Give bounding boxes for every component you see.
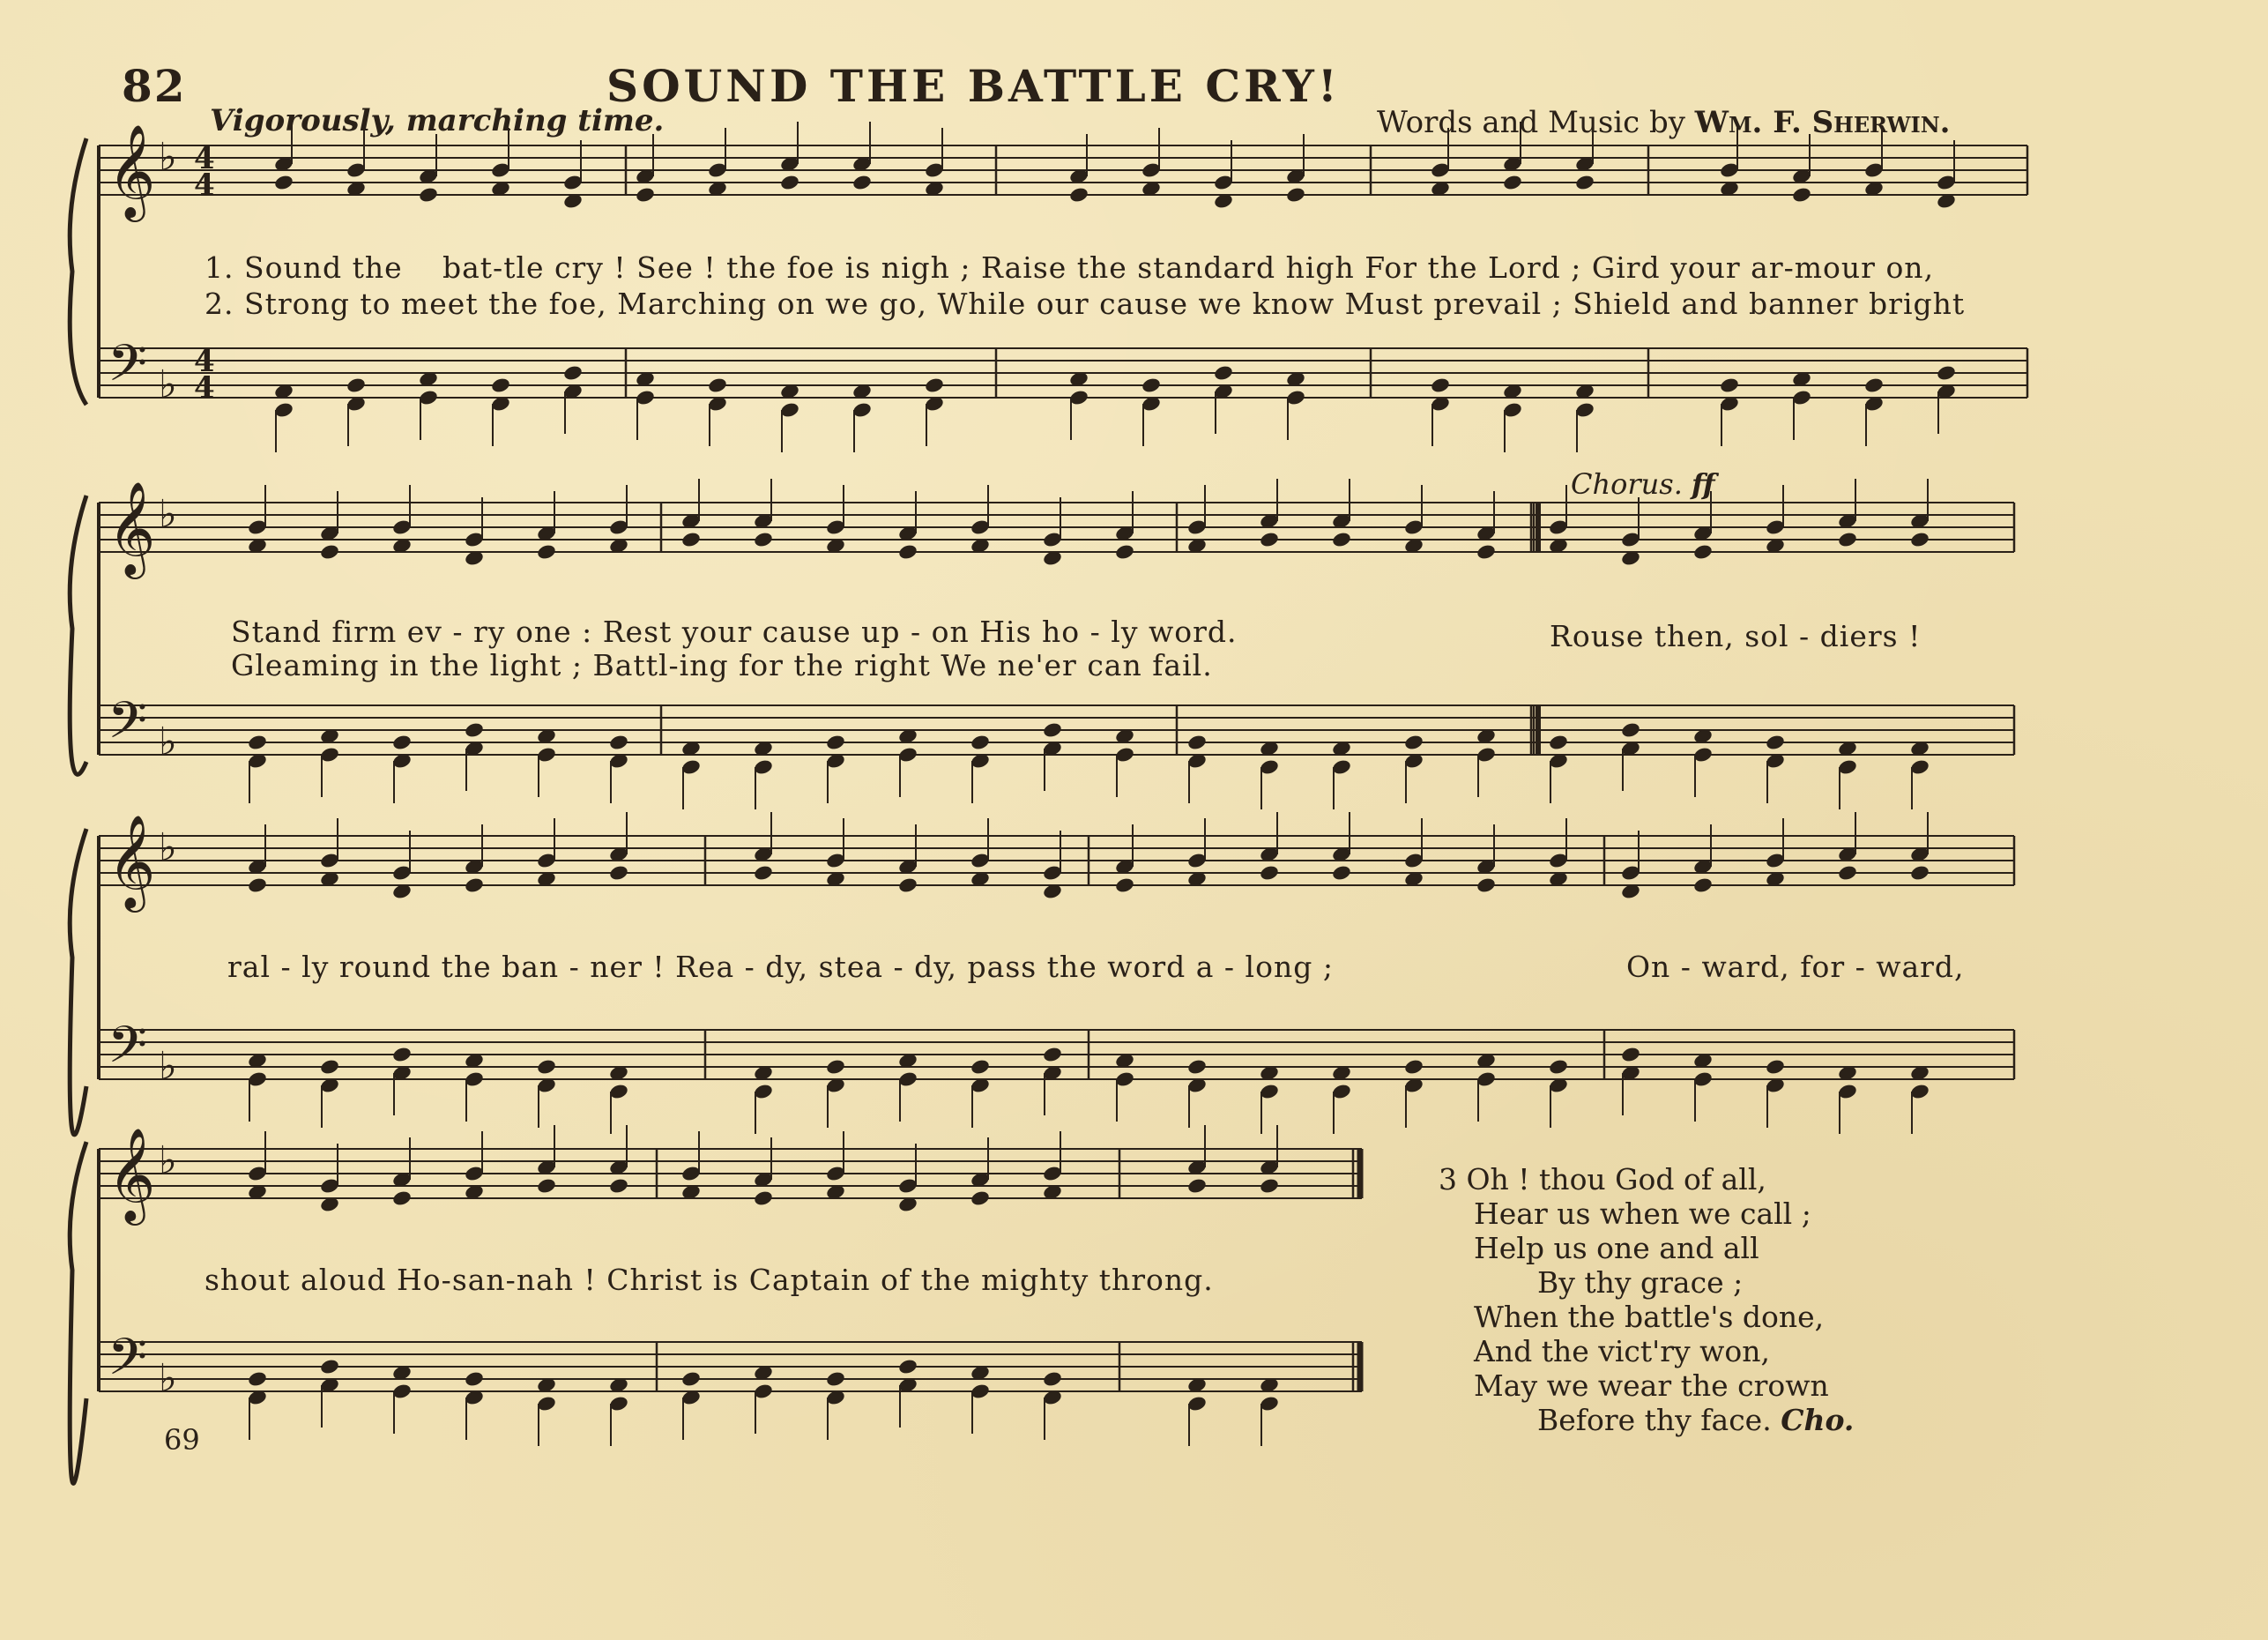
note-head <box>536 543 557 561</box>
note-head <box>1936 364 1957 382</box>
note-head <box>536 1058 557 1076</box>
note-head <box>1403 1058 1424 1076</box>
note-head <box>608 734 629 751</box>
note-head <box>608 1177 629 1195</box>
note-head <box>1909 531 1930 548</box>
note-head <box>319 1058 340 1076</box>
note-head <box>391 1046 413 1063</box>
chorus-reference: Cho. <box>1781 1403 1855 1437</box>
note-head <box>970 734 991 751</box>
note-head <box>707 376 728 394</box>
note-head <box>1620 721 1641 739</box>
note-head <box>490 376 511 394</box>
note-head <box>1692 876 1714 894</box>
treble-clef-icon: 𝄞 <box>108 814 156 908</box>
flat-icon: ♭ <box>159 362 177 407</box>
note-head <box>635 186 656 204</box>
system-brace <box>70 496 86 774</box>
note-head <box>536 1177 557 1195</box>
system-brace <box>70 829 86 1135</box>
note-head <box>1430 376 1451 394</box>
note-head <box>247 876 268 894</box>
note-head <box>825 734 846 751</box>
note-head <box>1285 186 1306 204</box>
footer-number: 69 <box>164 1423 200 1457</box>
note-head <box>1909 864 1930 882</box>
lyric-s4: shout aloud Ho-san-nah ! Christ is Captain of the mighty throng. <box>204 1263 1214 1297</box>
note-head <box>1548 1058 1569 1076</box>
note-head <box>319 1358 340 1375</box>
flat-icon: ♭ <box>159 135 177 180</box>
note-head <box>247 1370 268 1388</box>
note-head <box>1331 531 1352 548</box>
system-brace <box>70 138 86 405</box>
bass-clef-icon: 𝄢 <box>108 333 148 406</box>
note-head <box>1574 174 1595 191</box>
note-head <box>897 876 918 894</box>
chorus-label: Chorus. <box>1571 467 1683 501</box>
note-head <box>1502 174 1523 191</box>
note-head <box>924 376 945 394</box>
note-head <box>273 174 294 191</box>
note-head <box>319 543 340 561</box>
note-head <box>1863 376 1885 394</box>
note-head <box>1186 1058 1208 1076</box>
verse3-line-8: Before thy face. Cho. <box>1537 1403 1855 1437</box>
note-head <box>897 1358 918 1375</box>
verse3-line-4: By thy grace ; <box>1537 1265 1744 1300</box>
treble-clef-icon: 𝄞 <box>108 1127 156 1221</box>
note-head <box>1259 1177 1280 1195</box>
note-head <box>825 1058 846 1076</box>
note-head <box>1042 1046 1063 1063</box>
dynamic-ff: ff <box>1692 467 1715 501</box>
note-head <box>825 1370 846 1388</box>
verse3-number: 3 <box>1439 1162 1457 1196</box>
note-head <box>1259 531 1280 548</box>
credit-author: Wm. F. Sherwin. <box>1694 105 1951 140</box>
note-head <box>391 734 413 751</box>
note-head <box>1042 1370 1063 1388</box>
flat-icon: ♭ <box>159 1044 177 1089</box>
lyric-s2-v1-a: Stand firm ev - ry one : Rest your cause up - on His ho - ly word. <box>231 615 1238 649</box>
treble-clef-icon: 𝄞 <box>108 481 156 575</box>
note-head <box>1186 734 1208 751</box>
lyric-s3-b: On - ward, for - ward, <box>1626 950 1965 984</box>
flat-icon: ♭ <box>159 1138 177 1183</box>
time-signature-icon: 4 <box>194 344 215 379</box>
lyric-s2-v2: Gleaming in the light ; Battl-ing for the right We ne'er can fail. <box>231 648 1213 682</box>
note-head <box>1620 1046 1641 1063</box>
note-head <box>753 864 774 882</box>
note-head <box>897 543 918 561</box>
verse3-line-5: When the battle's done, <box>1474 1300 1825 1334</box>
note-head <box>1765 1058 1786 1076</box>
chorus-marking <box>1571 467 1715 501</box>
note-head <box>1114 543 1135 561</box>
note-head <box>418 186 439 204</box>
lyric-s1-v1-b: bat-tle cry ! See ! the foe is nigh ; Raise the standard high For the Lord ; Gird your ar-mour on, <box>442 250 1935 285</box>
lyric-s1-v2: 2. Strong to meet the foe, Marching on we go, While our cause we know Must prevail ; Shield and banner bright <box>204 287 1966 321</box>
flat-icon: ♭ <box>159 825 177 870</box>
note-head <box>680 531 702 548</box>
note-head <box>1765 734 1786 751</box>
note-head <box>970 1189 991 1207</box>
note-head <box>346 376 367 394</box>
note-head <box>1403 734 1424 751</box>
note-head <box>391 1189 413 1207</box>
tempo-marking: Vigorously, marching time. <box>210 103 665 138</box>
note-head <box>1331 864 1352 882</box>
note-head <box>779 174 800 191</box>
system-brace <box>70 1142 86 1483</box>
note-head <box>464 721 485 739</box>
bass-clef-icon: 𝄢 <box>108 1327 148 1399</box>
verse3-line-1: 3 Oh ! thou God of all, <box>1439 1162 1766 1196</box>
flat-icon: ♭ <box>159 1356 177 1401</box>
note-head <box>247 734 268 751</box>
note-head <box>1476 876 1497 894</box>
treble-clef-icon: 𝄞 <box>108 123 156 218</box>
note-head <box>1837 864 1858 882</box>
flat-icon: ♭ <box>159 719 177 764</box>
credit-prefix: Words and Music by <box>1377 105 1685 140</box>
note-head <box>1719 376 1740 394</box>
note-head <box>1068 186 1089 204</box>
note-head <box>753 1189 774 1207</box>
time-signature-icon: 4 <box>194 168 215 203</box>
verse3-line-6: And the vict'ry won, <box>1474 1334 1771 1368</box>
verse3-line-3: Help us one and all <box>1474 1231 1759 1265</box>
lyric-s3-a: ral - ly round the ban - ner ! Rea - dy, stea - dy, pass the word a - long ; <box>227 950 1334 984</box>
note-head <box>1476 543 1497 561</box>
note-head <box>562 364 584 382</box>
note-head <box>1042 721 1063 739</box>
note-head <box>608 864 629 882</box>
note-head <box>680 1370 702 1388</box>
bass-clef-icon: 𝄢 <box>108 1015 148 1087</box>
flat-icon: ♭ <box>159 492 177 537</box>
hymn-title: SOUND THE BATTLE CRY! <box>606 60 1341 112</box>
time-signature-icon: 4 <box>194 141 215 176</box>
bass-clef-icon: 𝄢 <box>108 690 148 763</box>
note-head <box>1791 186 1812 204</box>
page-number: 82 <box>122 60 187 112</box>
note-head <box>1186 1177 1208 1195</box>
note-head <box>1548 734 1569 751</box>
note-head <box>464 876 485 894</box>
verse3-line-7: May we wear the crown <box>1474 1368 1829 1403</box>
note-head <box>1114 876 1135 894</box>
note-head <box>753 531 774 548</box>
verse-3 <box>1439 1162 1854 1437</box>
verse3-line-2: Hear us when we call ; <box>1474 1196 1811 1231</box>
note-head <box>1213 364 1234 382</box>
note-head <box>1692 543 1714 561</box>
note-head <box>464 1370 485 1388</box>
note-head <box>1259 864 1280 882</box>
time-signature-icon: 4 <box>194 370 215 406</box>
note-head <box>1141 376 1162 394</box>
note-head <box>970 1058 991 1076</box>
lyric-s2-v1-b: Rouse then, sol - diers ! <box>1550 619 1922 653</box>
note-head <box>851 174 873 191</box>
lyric-s1-v1-a: 1. Sound the <box>204 250 403 285</box>
note-head <box>1837 531 1858 548</box>
